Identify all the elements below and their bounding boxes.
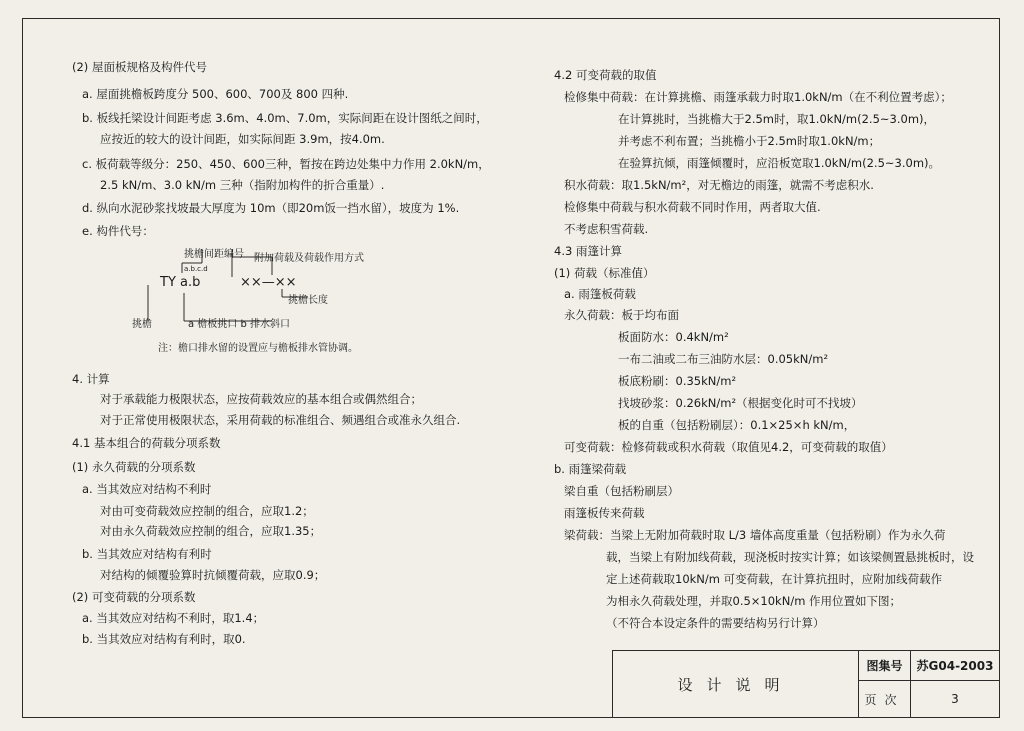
section-heading: 4.2 可变荷载的取值 xyxy=(554,68,657,82)
atlas-number-value: 苏G04-2003 xyxy=(911,651,999,681)
text-line: 对于正常使用极限状态，采用荷载的标准组合、频遇组合或准永久组合. xyxy=(100,413,461,427)
text-line: 板面防水：0.4kN/m² xyxy=(618,330,729,344)
text-line: c. 板荷载等级分：250、450、600三种，暂按在跨边处集中力作用 2.0kN/m， xyxy=(82,157,490,171)
label-overhang: 挑檐 xyxy=(132,319,152,330)
code-superscript: a.b.c.d xyxy=(184,265,208,273)
text-line: 雨篷板传来荷载 xyxy=(564,506,645,520)
text-line: a. 当其效应对结构不利时，取1.4； xyxy=(82,611,265,625)
text-line: 载，当梁上有附加线荷载，现浇板时按实计算；如该梁侧置悬挑板时，设 xyxy=(606,550,974,564)
label-load-mode: 附加荷载及荷载作用方式 xyxy=(254,253,364,264)
text-line: a. 屋面挑檐板跨度分 500、600、700及 800 四种. xyxy=(82,87,349,101)
diagram-note: 注：檐口排水留的设置应与檐板排水管协调。 xyxy=(158,343,358,354)
text-line: a. 当其效应对结构不利时 xyxy=(82,482,212,496)
text-line: 应按近的较大的设计间距，如实际间距 3.9m，按4.0m. xyxy=(100,132,385,146)
text-line: 对结构的倾覆验算时抗倾覆荷载，应取0.9； xyxy=(100,568,326,582)
page-number-value: 3 xyxy=(951,692,959,706)
text-line: 在验算抗倾，雨篷倾覆时，应沿板宽取1.0kN/m(2.5~3.0m)。 xyxy=(618,156,941,170)
page-number-label: 页次 xyxy=(859,681,911,717)
text-line: b. 板线托梁设计间距考虑 3.6m、4.0m、7.0m，实际间距在设计图纸之间时， xyxy=(82,111,488,125)
text-line: 并考虑不利布置；当挑檐小于2.5m时取1.0kN/m； xyxy=(618,134,881,148)
text-line: 可变荷载：检修荷载或积水荷载（取值见4.2，可变荷载的取值） xyxy=(564,440,893,454)
text-line: 对由可变荷载效应控制的组合，应取1.2； xyxy=(100,504,314,518)
text-line: 一布二油或二布三油防水层：0.05kN/m² xyxy=(618,352,829,366)
document-title: 设计说明 xyxy=(613,651,859,717)
text-line: b. 当其效应对结构有利时 xyxy=(82,547,212,561)
text-line: 检修集中荷载与积水荷载不同时作用，两者取大值. xyxy=(564,200,821,214)
text-line: 为相永久荷载处理，并取0.5×10kN/m 作用位置如下图； xyxy=(606,594,902,608)
text-line: 积水荷载：取1.5kN/m²，对无檐边的雨篷，就需不考虑积水. xyxy=(564,178,874,192)
section-heading: 4. 计算 xyxy=(72,372,110,386)
text-line: 检修集中荷载：在计算挑檐、雨篷承载力时取1.0kN/m（在不利位置考虑）； xyxy=(564,90,952,104)
text-line: (2) 屋面板规格及构件代号 xyxy=(72,60,207,74)
text-line: 对于承载能力极限状态，应按荷载效应的基本组合或偶然组合； xyxy=(100,392,422,406)
member-code: TY a.b xyxy=(160,275,201,290)
section-heading: 4.3 雨篷计算 xyxy=(554,244,622,258)
member-code-suffix: ××—×× xyxy=(240,275,297,290)
label-overhang-length: 挑檐长度 xyxy=(288,295,328,306)
text-line: 对由永久荷载效应控制的组合，应取1.35； xyxy=(100,524,322,538)
text-line: 板的自重（包括粉刷层）：0.1×25×h kN/m， xyxy=(618,418,856,432)
text-line: 找坡砂浆：0.26kN/m²（根据变化时可不找坡） xyxy=(618,396,863,410)
text-line: 在计算挑时，当挑檐大于2.5m时，取1.0kN/m(2.5~3.0m)， xyxy=(618,112,936,126)
text-line: (1) 荷载（标准值） xyxy=(554,266,655,280)
text-line: 不考虑积雪荷载. xyxy=(564,222,649,236)
text-line: 永久荷载：板于均布面 xyxy=(564,308,679,322)
text-line: e. 构件代号： xyxy=(82,224,154,238)
text-line: d. 纵向水泥砂浆找坡最大厚度为 10m（即20m饭一挡水留），坡度为 1%. xyxy=(82,201,460,215)
text-line: a. 雨篷板荷载 xyxy=(564,287,636,301)
label-eave-type: a 檐板挑口 b 排水斜口 xyxy=(188,319,291,330)
title-block xyxy=(612,650,1000,718)
atlas-number-label: 图集号 xyxy=(859,651,911,681)
section-heading: 4.1 基本组合的荷载分项系数 xyxy=(72,436,221,450)
text-line: 定上述荷载取10kN/m 可变荷载，在计算抗扭时，应附加线荷载作 xyxy=(606,572,943,586)
text-line: (1) 永久荷载的分项系数 xyxy=(72,460,196,474)
member-code-diagram xyxy=(72,245,372,355)
text-line: （不符合本设定条件的需要结构另行计算） xyxy=(606,616,825,630)
text-line: 梁荷载：当梁上无附加荷载时取 L/3 墙体高度重量（包括粉刷）作为永久荷 xyxy=(564,528,946,542)
text-line: 板底粉刷：0.35kN/m² xyxy=(618,374,737,388)
text-line: b. 当其效应对结构有利时，取0. xyxy=(82,632,246,646)
text-line: b. 雨篷梁荷载 xyxy=(554,462,627,476)
text-line: (2) 可变荷载的分项系数 xyxy=(72,590,196,604)
text-line: 梁自重（包括粉刷层） xyxy=(564,484,679,498)
label-spacing-number: 挑檐间距编号 xyxy=(184,249,244,260)
text-line: 2.5 kN/m、3.0 kN/m 三种（指附加构件的折合重量）. xyxy=(100,178,385,192)
